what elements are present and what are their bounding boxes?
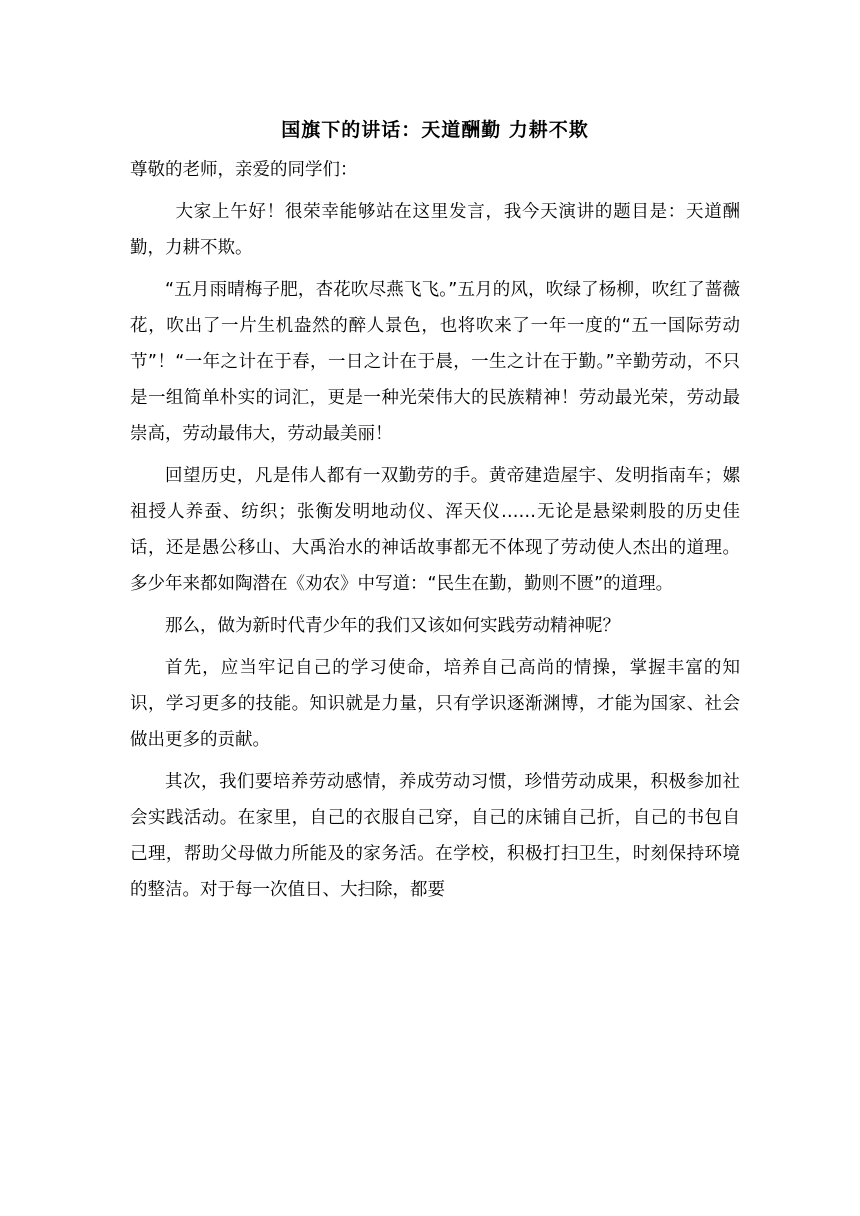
greeting: 尊敬的老师，亲爱的同学们： xyxy=(130,160,358,180)
document-title: 国旗下的讲话：天道酬勤 力耕不欺 xyxy=(281,119,589,141)
paragraph-question: 那么，做为新时代青少年的我们又该如何实践劳动精神呢？ xyxy=(165,616,620,636)
paragraph-second-point: 其次，我们要培养劳动感情，养成劳动习惯，珍惜劳动成果，积极参加社会实践活动。在家里，自己的衣服自己穿，自己的床铺自己折，自己的书包自己理，帮助父母做力所能及的家务活。在学校，积极打扫卫生，时刻保持环境的整洁。对于每一次值日、大扫除，都要 xyxy=(130,772,740,900)
paragraph-may: “五月雨晴梅子肥，杏花吹尽燕飞飞。”五月的风，吹绿了杨柳，吹红了蔷薇花，吹出了一片生机盎然的醉人景色，也将吹来了一年一度的“五一国际劳动节”！“一年之计在于春，一日之计在于晨，一生之计在于勤。”辛勤劳动，不只是一组简单朴实的词汇，更是一种光荣伟大的民族精神！劳动最光荣，劳动最崇高，劳动最伟大，劳动最美丽！ xyxy=(130,280,740,444)
paragraph-first-point: 首先，应当牢记自己的学习使命，培养自己高尚的情操，掌握丰富的知识，学习更多的技能。知识就是力量，只有学识逐渐渊博，才能为国家、社会做出更多的贡献。 xyxy=(130,658,740,750)
paragraph-history: 回望历史，凡是伟人都有一双勤劳的手。黄帝建造屋宇、发明指南车；嫘祖授人养蚕、纺织；张衡发明地动仪、浑天仪……无论是悬梁刺股的历史佳话，还是愚公移山、大禹治水的神话故事都无不体现了劳动使人杰出的道理。多少年来都如陶潜在《劝农》中写道：“民生在勤，勤则不匮”的道理。 xyxy=(130,466,740,594)
document-page xyxy=(130,112,740,914)
paragraph-opening: 大家上午好！很荣幸能够站在这里发言，我今天演讲的题目是：天道酬勤，力耕不欺。 xyxy=(130,202,740,258)
